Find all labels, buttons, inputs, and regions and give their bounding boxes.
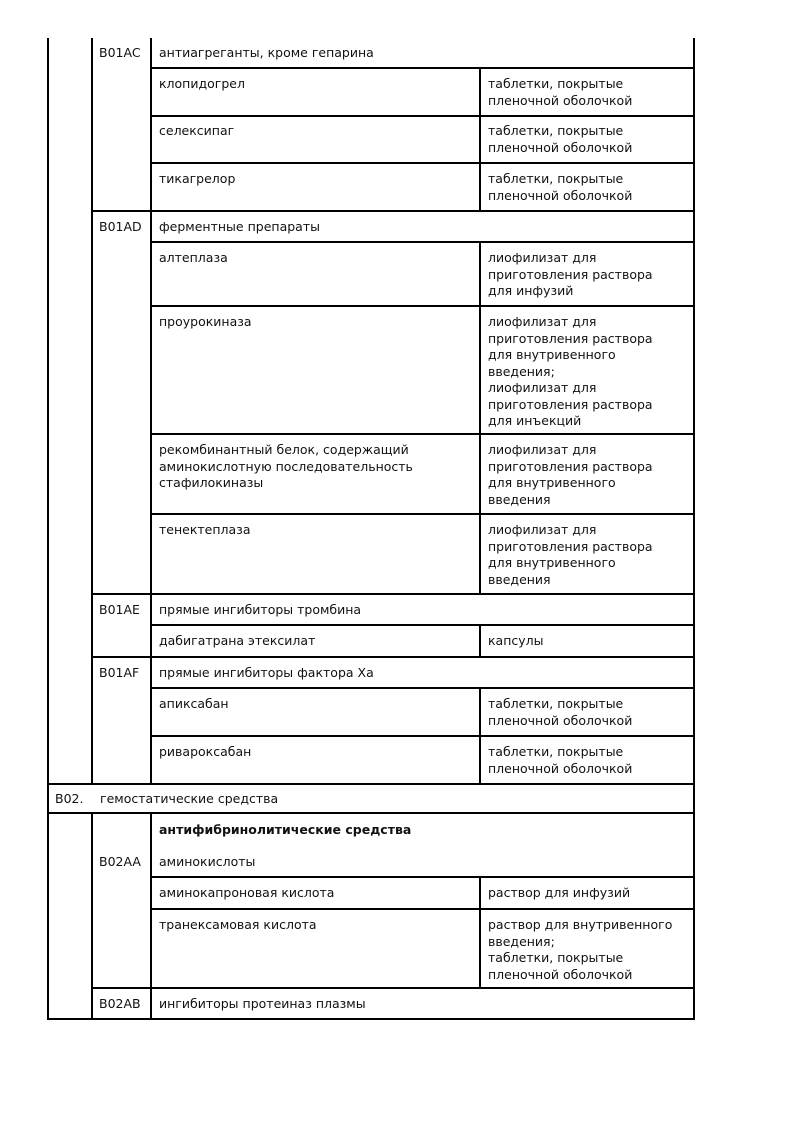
dosage-form: лиофилизат для приготовления раствора для внутривенного введения; лиофилизат для приготовления раствора для инъекций <box>488 314 653 428</box>
row-line <box>150 162 695 164</box>
dosage-form: таблетки, покрытые пленочной оболочкой <box>488 696 633 728</box>
dosage-form: раствор для инфузий <box>488 885 631 900</box>
dosage-form: лиофилизат для приготовления раствора для инфузий <box>488 250 653 298</box>
dosage-form: лиофилизат для приготовления раствора для внутривенного введения <box>488 442 653 507</box>
row-line <box>91 210 695 212</box>
col-line-right <box>693 38 695 1020</box>
drug-name: ривароксабан <box>159 744 252 759</box>
drug-name: тенектеплаза <box>159 522 251 537</box>
dosage-form: таблетки, покрытые пленочной оболочкой <box>488 76 633 108</box>
row-line <box>91 656 695 658</box>
col-line-left <box>47 38 49 1020</box>
atc-code: B02AB <box>99 996 141 1011</box>
subgroup-heading: антифибринолитические средства <box>159 822 412 837</box>
row-line <box>150 305 695 307</box>
drug-name: апиксабан <box>159 696 229 711</box>
group-title: ингибиторы протеиназ плазмы <box>159 996 366 1011</box>
dosage-form: таблетки, покрытые пленочной оболочкой <box>488 744 633 776</box>
group-title: прямые ингибиторы тромбина <box>159 602 362 617</box>
drug-name: транексамовая кислота <box>159 917 317 932</box>
drug-name: селексипаг <box>159 123 235 138</box>
dosage-form: таблетки, покрытые пленочной оболочкой <box>488 171 633 203</box>
row-line <box>150 241 695 243</box>
row-line <box>150 735 695 737</box>
dosage-form: раствор для внутривенного введения; таблетки, покрытые пленочной оболочкой <box>488 917 673 982</box>
col-line-code <box>91 38 93 784</box>
drug-name: клопидогрел <box>159 76 245 91</box>
group-title: ферментные препараты <box>159 219 320 234</box>
drug-name: проурокиназа <box>159 314 252 329</box>
col-line-name <box>150 38 152 784</box>
row-line <box>150 433 695 435</box>
dosage-form: таблетки, покрытые пленочной оболочкой <box>488 123 633 155</box>
drug-name: аминокапроновая кислота <box>159 885 335 900</box>
drug-name: тикагрелор <box>159 171 236 186</box>
group-title: аминокислоты <box>159 854 256 869</box>
row-line <box>91 987 695 989</box>
row-line <box>47 1018 695 1020</box>
drug-name: дабигатрана этексилат <box>159 633 316 648</box>
drug-name: рекомбинантный белок, содержащий аминокислотную последовательность стафилокиназы <box>159 442 413 490</box>
row-line <box>150 67 695 69</box>
row-line <box>150 687 695 689</box>
row-line <box>47 812 695 814</box>
row-line <box>47 783 695 785</box>
col-line-form <box>479 68 481 210</box>
row-line <box>150 624 695 626</box>
group-title: прямые ингибиторы фактора Xa <box>159 665 374 680</box>
col-line-form <box>479 625 481 657</box>
atc-code: B01AC <box>99 45 141 60</box>
col-line-form <box>479 877 481 988</box>
drug-name: алтеплаза <box>159 250 228 265</box>
dosage-form: лиофилизат для приготовления раствора для внутривенного введения <box>488 522 653 587</box>
row-line <box>150 908 695 910</box>
col-line-form <box>479 242 481 594</box>
atc-code: B02AA <box>99 854 141 869</box>
row-line <box>150 115 695 117</box>
group-title: антиагреганты, кроме гепарина <box>159 45 374 60</box>
atc-code: B02. <box>55 791 84 806</box>
atc-code: B01AE <box>99 602 140 617</box>
atc-code: B01AD <box>99 219 142 234</box>
row-line <box>150 876 695 878</box>
row-line <box>150 513 695 515</box>
group-title: гемостатические средства <box>100 791 279 806</box>
dosage-form: капсулы <box>488 633 544 648</box>
atc-code: B01AF <box>99 665 140 680</box>
row-line <box>91 593 695 595</box>
